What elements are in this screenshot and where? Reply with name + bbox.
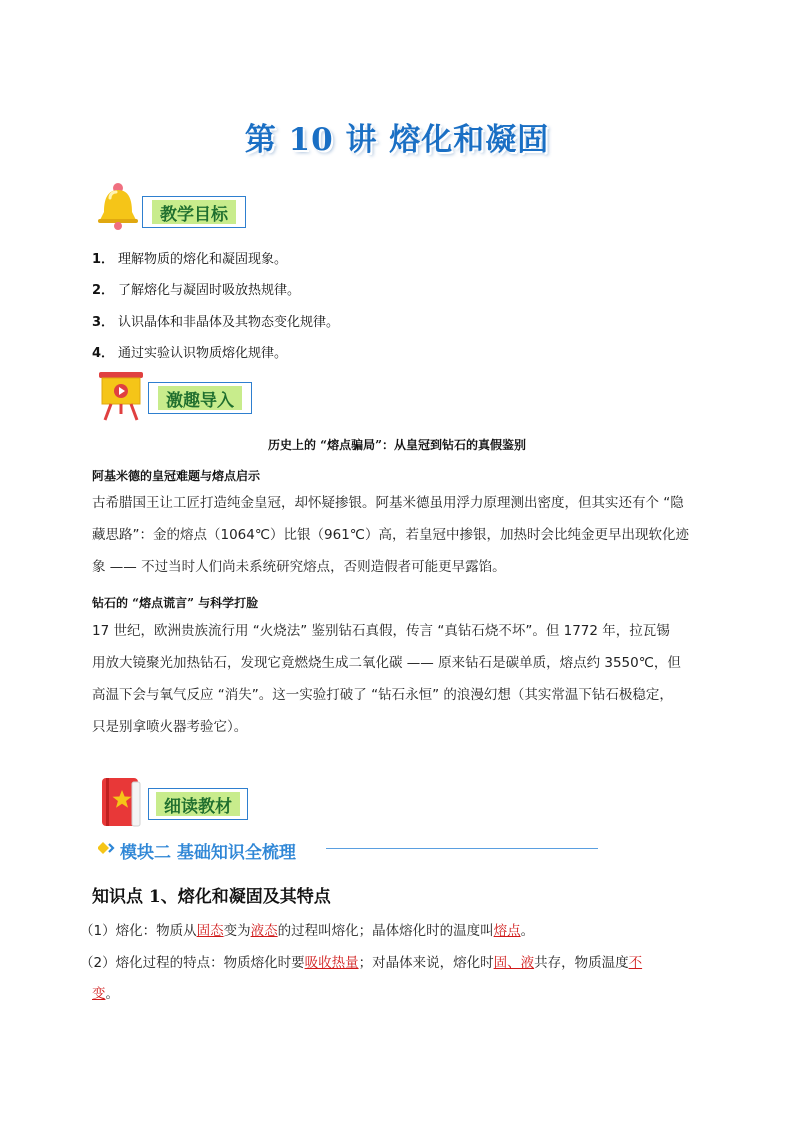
paragraph-line: 17 世纪，欧洲贵族流行用 “火烧法” 鉴别钻石真假，传言 “真钻石烧不坏”。但 1772 年，拉瓦锡 bbox=[92, 623, 670, 639]
objective-item-2 bbox=[92, 279, 300, 298]
objectives-badge-label: 教学目标 bbox=[152, 200, 236, 224]
reading-badge bbox=[148, 788, 248, 820]
section-heading: 钻石的 “熔点谎言” 与科学打脸 bbox=[92, 596, 259, 610]
intro-subtitle: 历史上的 “熔点骗局”：从皇冠到钻石的真假鉴别 bbox=[268, 438, 526, 452]
knowledge-line-2 bbox=[80, 950, 700, 976]
answer-blank: 固、液 bbox=[493, 955, 535, 971]
answer-blank: 不 bbox=[628, 955, 643, 971]
presentation-board-icon bbox=[96, 370, 146, 422]
module-title: 模块二 基础知识全梳理 bbox=[120, 843, 296, 863]
answer-blank: 液态 bbox=[250, 923, 278, 939]
text-segment: 。 bbox=[520, 923, 535, 939]
paragraph-line: 象 —— 不过当时人们尚未系统研究熔点，否则造假者可能更早露馅。 bbox=[92, 559, 506, 575]
objective-number: 3． bbox=[92, 315, 115, 330]
text-segment: 共存，物质温度 bbox=[534, 955, 629, 971]
paragraph bbox=[92, 618, 704, 740]
answer-blank: 固态 bbox=[196, 923, 224, 939]
paragraph-line: 只是别拿喷火器考验它）。 bbox=[92, 719, 248, 735]
answer-blank: 熔点 bbox=[493, 923, 521, 939]
reading-badge-label: 细读教材 bbox=[156, 792, 240, 816]
intro-badge bbox=[148, 382, 252, 414]
objective-text: 了解熔化与凝固时吸放热规律。 bbox=[118, 283, 301, 298]
text-segment: 变为 bbox=[223, 923, 251, 939]
bell-icon bbox=[96, 182, 140, 232]
text-segment: 。 bbox=[105, 986, 119, 1002]
answer-blank: 变 bbox=[92, 986, 106, 1002]
knowledge-line-2-cont bbox=[92, 981, 119, 1007]
objective-item-1 bbox=[92, 248, 287, 267]
paragraph-line: 高温下会与氧气反应 “消失”。这一实验打破了 “钻石永恒” 的浪漫幻想（其实常温下钻石极稳定， bbox=[92, 687, 673, 703]
knowledge-point-title: 知识点 1、熔化和凝固及其特点 bbox=[92, 887, 331, 907]
objective-number: 4． bbox=[92, 346, 115, 361]
text-segment: （1）熔化：物质从 bbox=[80, 923, 197, 939]
objective-text: 通过实验认识物质熔化规律。 bbox=[118, 346, 288, 361]
paragraph bbox=[92, 490, 704, 580]
objective-item-3 bbox=[92, 311, 339, 330]
objectives-badge bbox=[142, 196, 246, 228]
text-segment: ；对晶体来说，熔化时 bbox=[358, 955, 494, 971]
paragraph-line: 藏思路”：金的熔点（1064℃）比银（961℃）高，若皇冠中掺银，加热时会比纯金更早出现软化迹 bbox=[92, 527, 689, 543]
section-heading: 阿基米德的皇冠难题与熔点启示 bbox=[92, 469, 261, 483]
objective-number: 1． bbox=[92, 252, 115, 267]
objective-item-4 bbox=[92, 342, 287, 361]
paragraph-line: 用放大镜聚光加热钻石，发现它竟燃烧生成二氧化碳 —— 原来钻石是碳单质，熔点约 3550℃，但 bbox=[92, 655, 681, 671]
text-segment: 的过程叫熔化；晶体熔化时的温度叫 bbox=[277, 923, 494, 939]
diamond-arrow-icon bbox=[98, 840, 116, 856]
book-star-icon bbox=[100, 776, 142, 830]
text-segment: （2）熔化过程的特点：物质熔化时要 bbox=[80, 955, 305, 971]
knowledge-line-1 bbox=[80, 918, 534, 944]
divider bbox=[326, 848, 598, 849]
objective-text: 理解物质的熔化和凝固现象。 bbox=[118, 252, 288, 267]
intro-badge-label: 激趣导入 bbox=[158, 386, 242, 410]
objective-text: 认识晶体和非晶体及其物态变化规律。 bbox=[118, 315, 340, 330]
paragraph-line: 古希腊国王让工匠打造纯金皇冠，却怀疑掺银。阿基米德虽用浮力原理测出密度，但其实还有个 “隐 bbox=[92, 495, 684, 511]
objective-number: 2． bbox=[92, 283, 115, 298]
answer-blank: 吸收热量 bbox=[304, 955, 359, 971]
page-title: 第 10 讲 熔化和凝固 bbox=[244, 122, 550, 158]
